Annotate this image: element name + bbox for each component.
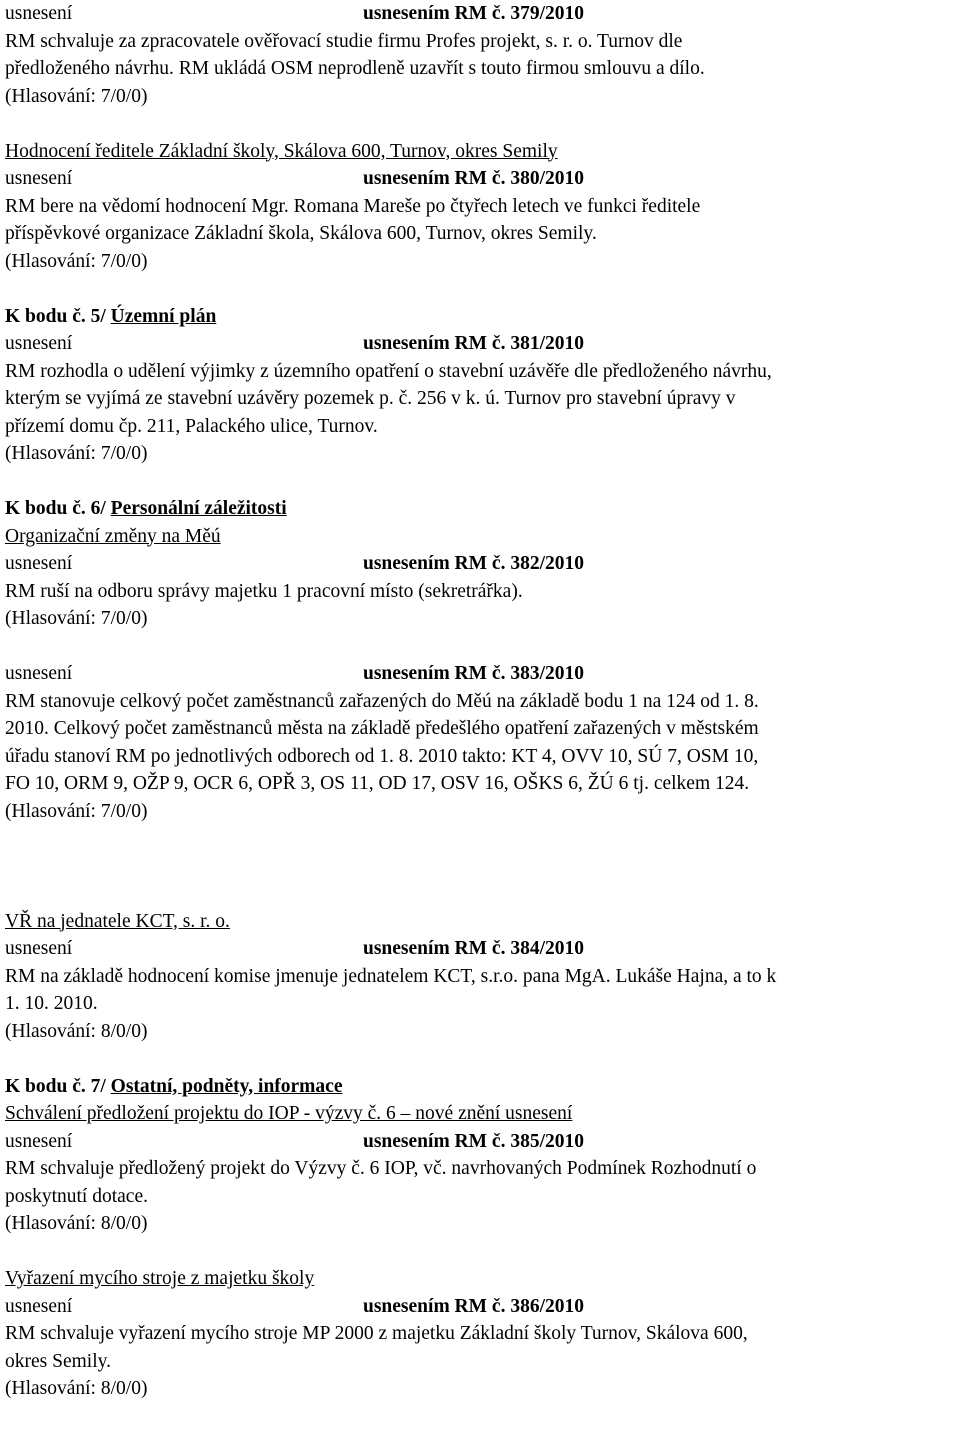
resolution-label: usnesení [5, 663, 73, 684]
resolution-number: usnesením RM č. 384/2010 [363, 938, 584, 959]
resolution-number: usnesením RM č. 382/2010 [363, 553, 584, 574]
body-text-line: RM rozhodla o udělení výjimky z územního opatření o stavební uzávěře dle předloženého návrhu, [5, 360, 772, 382]
spacer [5, 825, 960, 908]
spacer [5, 275, 960, 303]
section-title: Ostatní, podněty, informace [110, 1075, 343, 1097]
item-heading [5, 138, 960, 166]
body-text-line: RM schvaluje vyřazení mycího stroje MP 2000 z majetku Základní školy Turnov, Skálova 600, [5, 1323, 748, 1344]
resolution-label: usnesení [5, 3, 73, 24]
resolution-label: usnesení [5, 333, 73, 354]
item-heading [5, 908, 960, 936]
vote-result: (Hlasování: 7/0/0) [5, 608, 148, 629]
spacer [5, 468, 960, 496]
resolution-header [5, 935, 960, 963]
section-number: K bodu č. 6/ [5, 498, 111, 519]
section-title: Územní plán [110, 305, 217, 327]
resolution-label: usnesení [5, 553, 73, 574]
item-heading-text: Vyřazení mycího stroje z majetku školy [5, 1268, 315, 1289]
resolution-label: usnesení [5, 1295, 73, 1317]
body-text-line: RM ruší na odboru správy majetku 1 pracovní místo (sekretrářka). [5, 580, 523, 602]
vote-result: (Hlasování: 7/0/0) [5, 443, 148, 464]
resolution-header [5, 1128, 960, 1156]
body-text-line: RM na základě hodnocení komise jmenuje jednatelem KCT, s.r.o. pana MgA. Lukáše Hajna, a to k [5, 965, 777, 987]
resolution-header [5, 165, 960, 193]
body-text-line: RM bere na vědomí hodnocení Mgr. Romana Mareše po čtyřech letech ve funkci ředitele [5, 195, 701, 217]
resolution-number: usnesením RM č. 385/2010 [363, 1130, 584, 1152]
body-text-line: přízemí domu čp. 211, Palackého ulice, Turnov. [5, 415, 378, 437]
section-number: K bodu č. 5/ [5, 305, 111, 327]
body-text-line: FO 10, ORM 9, OŽP 9, OCR 6, OPŘ 3, OS 11, OD 17, OSV 16, OŠKS 6, ŽÚ 6 tj. celkem 124. [5, 773, 750, 794]
vote-result: (Hlasování: 8/0/0) [5, 1213, 148, 1234]
resolution-number: usnesením RM č. 386/2010 [363, 1295, 584, 1317]
resolution-header [5, 660, 960, 688]
section-heading [5, 1073, 960, 1101]
item-heading [5, 1100, 960, 1128]
resolution-label: usnesení [5, 1130, 73, 1152]
item-heading [5, 1265, 960, 1293]
vote-result: (Hlasování: 8/0/0) [5, 1378, 148, 1399]
body-text-line: poskytnutí dotace. [5, 1185, 148, 1207]
item-heading [5, 523, 960, 551]
vote-result: (Hlasování: 8/0/0) [5, 1020, 148, 1042]
vote-result: (Hlasování: 7/0/0) [5, 800, 148, 822]
body-text-line: okres Semily. [5, 1350, 111, 1372]
spacer [5, 1238, 960, 1266]
section-heading [5, 303, 960, 331]
item-heading-text: VŘ na jednatele KCT, s. r. o. [5, 910, 230, 932]
resolution-number: usnesením RM č. 380/2010 [363, 168, 584, 189]
resolution-header [5, 0, 960, 28]
section-heading [5, 495, 960, 523]
vote-result: (Hlasování: 7/0/0) [5, 250, 148, 272]
body-text-line: kterým se vyjímá ze stavební uzávěry pozemek p. č. 256 v k. ú. Turnov pro stavební úpravy v [5, 388, 736, 409]
spacer [5, 110, 960, 138]
resolution-label: usnesení [5, 168, 73, 189]
body-text-line: RM schvaluje předložený projekt do Výzvy č. 6 IOP, vč. navrhovaných Podmínek Rozhodnutí o [5, 1158, 757, 1179]
resolution-number: usnesením RM č. 379/2010 [363, 3, 584, 24]
body-text-line: úřadu stanoví RM po jednotlivých odborech od 1. 8. 2010 takto: KT 4, OVV 10, SÚ 7, OSM 10, [5, 745, 759, 767]
spacer [5, 633, 960, 661]
resolution-number: usnesením RM č. 381/2010 [363, 333, 584, 354]
body-text-line: příspěvkové organizace Základní škola, Skálova 600, Turnov, okres Semily. [5, 223, 597, 244]
resolution-number: usnesením RM č. 383/2010 [363, 663, 584, 684]
resolution-header [5, 1293, 960, 1321]
vote-result: (Hlasování: 7/0/0) [5, 85, 148, 107]
resolution-header [5, 330, 960, 358]
resolution-label: usnesení [5, 938, 73, 959]
item-heading-text: Hodnocení ředitele Základní školy, Skálova 600, Turnov, okres Semily [5, 140, 558, 162]
body-text-line: 1. 10. 2010. [5, 993, 98, 1014]
section-number: K bodu č. 7/ [5, 1075, 111, 1097]
resolution-header [5, 550, 960, 578]
body-text-line: 2010. Celkový počet zaměstnanců města na základě předešlého opatření zařazených v městském [5, 718, 759, 739]
body-text-line: RM stanovuje celkový počet zaměstnanců zařazených do Měú na základě bodu 1 na 124 od 1. 8. [5, 690, 759, 712]
spacer [5, 1045, 960, 1073]
body-text-line: předloženého návrhu. RM ukládá OSM neprodleně uzavřít s touto firmou smlouvu a dílo. [5, 58, 705, 79]
item-heading-text: Organizační změny na Měú [5, 525, 221, 547]
section-title: Personální záležitosti [110, 498, 287, 519]
item-heading-text: Schválení předložení projektu do IOP - výzvy č. 6 – nové znění usnesení [5, 1103, 573, 1124]
body-text-line: RM schvaluje za zpracovatele ověřovací studie firmu Profes projekt, s. r. o. Turnov dle [5, 30, 683, 52]
